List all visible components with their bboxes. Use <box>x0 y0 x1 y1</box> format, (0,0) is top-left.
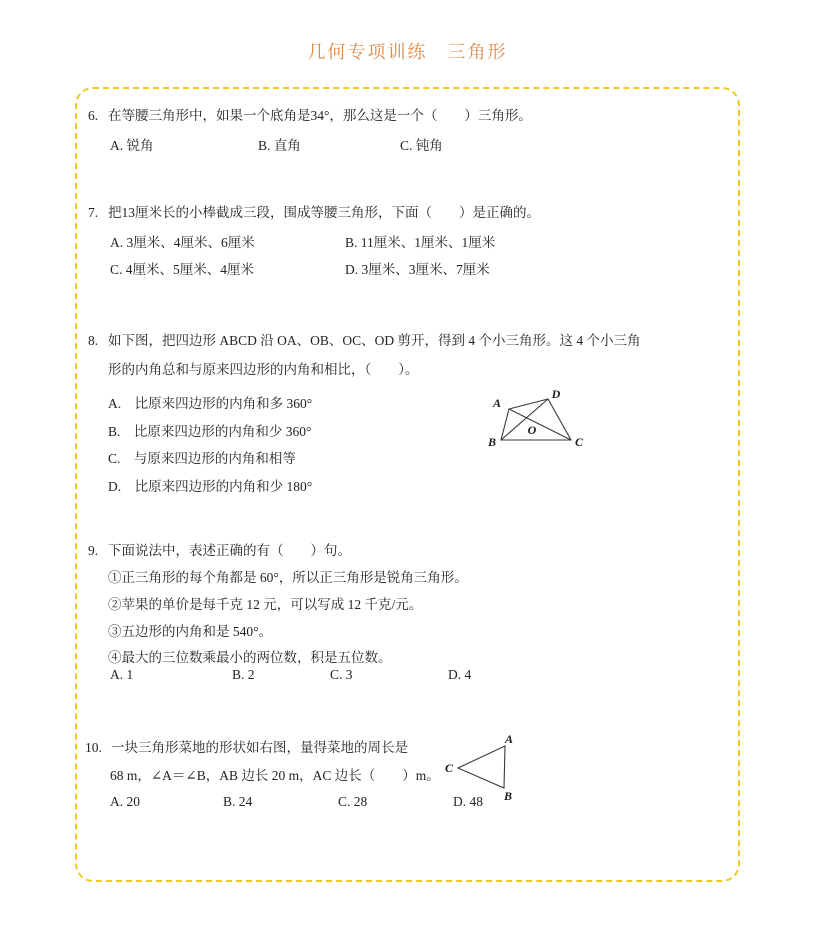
question-10-text-line1: 一块三角形菜地的形状如右图，量得菜地的周长是 <box>111 740 408 755</box>
question-8-option-a: A. 比原来四边形的内角和多 360° <box>108 396 313 411</box>
question-8-option-c: C. 与原来四边形的内角和相等 <box>108 451 296 466</box>
question-8-number: 8. <box>88 333 99 348</box>
question-6-number: 6. <box>88 108 99 123</box>
vertex-label-b: B <box>503 789 513 803</box>
question-7-option-b: B. 11厘米、1厘米、1厘米 <box>345 235 496 250</box>
vertex-label-c: C <box>444 761 454 775</box>
quadrilateral-figure <box>480 386 595 456</box>
question-8-text-line1: 如下图，把四边形 ABCD 沿 OA、OB、OC、OD 剪开，得到 4 个小三角形。这 4 个小三角 <box>108 333 641 348</box>
question-8-text-line2: 形的内角总和与原来四边形的内角和相比，（ ）。 <box>108 362 419 377</box>
page-title: 几何专项训练 三角形 <box>307 42 508 62</box>
vertex-label-b: B <box>487 435 497 449</box>
question-7-number: 7. <box>88 205 99 220</box>
question-9-number: 9. <box>88 543 99 558</box>
question-8-option-b: B. 比原来四边形的内角和少 360° <box>108 424 312 439</box>
question-7-option-a: A. 3厘米、4厘米、6厘米 <box>110 235 255 250</box>
question-7 <box>88 204 540 222</box>
question-10-option-b: B. 24 <box>223 794 253 809</box>
question-9-statement-1: ①正三角形的每个角都是 60°，所以正三角形是锐角三角形。 <box>108 570 468 585</box>
question-9-option-d: D. 4 <box>448 667 472 682</box>
question-9-statement-2: ②苹果的单价是每千克 12 元，可以写成 12 千克/元。 <box>108 597 423 612</box>
question-10-number: 10. <box>85 740 102 755</box>
vertex-label-d: D <box>551 387 561 401</box>
question-9-statement-4: ④最大的三位数乘最小的两位数，积是五位数。 <box>108 650 392 665</box>
center-label-o: O <box>527 423 537 437</box>
question-9-statement-3: ③五边形的内角和是 540°。 <box>108 624 273 639</box>
vertex-label-a: A <box>504 732 514 746</box>
question-10-option-a: A. 20 <box>110 794 140 809</box>
triangle-outline <box>458 746 505 788</box>
question-9-text: 下面说法中，表述正确的有（ ）句。 <box>108 543 351 558</box>
question-6 <box>88 107 532 125</box>
question-6-option-c: C. 钝角 <box>400 138 443 153</box>
vertex-label-c: C <box>574 435 584 449</box>
question-7-option-d: D. 3厘米、3厘米、7厘米 <box>345 262 490 277</box>
question-9-option-b: B. 2 <box>232 667 255 682</box>
question-7-text: 把13厘米长的小棒截成三段，围成等腰三角形，下面（ ）是正确的。 <box>108 205 540 220</box>
question-6-option-a: A. 锐角 <box>110 138 154 153</box>
question-6-option-b: B. 直角 <box>258 138 301 153</box>
question-10-option-d: D. 48 <box>453 794 483 809</box>
triangle-figure <box>445 728 530 808</box>
question-9 <box>88 542 351 560</box>
question-8 <box>88 332 641 350</box>
question-7-option-c: C. 4厘米、5厘米、4厘米 <box>110 262 255 277</box>
question-9-option-c: C. 3 <box>330 667 353 682</box>
question-9-option-a: A. 1 <box>110 667 134 682</box>
question-10-option-c: C. 28 <box>338 794 368 809</box>
vertex-label-a: A <box>492 396 502 410</box>
question-10-text-line2: 68 m，∠A＝∠B，AB 边长 20 m，AC 边长（ ）m。 <box>110 768 440 783</box>
question-8-option-d: D. 比原来四边形的内角和少 180° <box>108 479 313 494</box>
question-10 <box>85 739 408 757</box>
question-6-text: 在等腰三角形中，如果一个底角是34°，那么这是一个（ ）三角形。 <box>108 108 532 123</box>
